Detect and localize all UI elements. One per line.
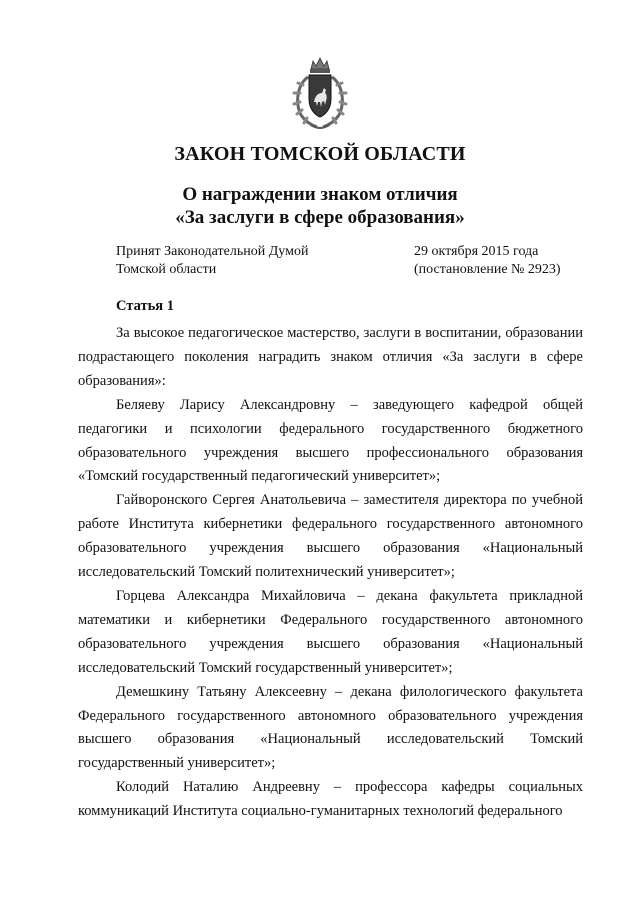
article-paragraph: Горцева Александра Михайловича – декана факультета прикладной математики и кибернетики Федерального государственного автономного образовательного учреждения высшего образования «Национальный исследовательский Томский государственный университет»;: [78, 587, 583, 676]
article-paragraph: Гайворонского Сергея Анатольевича – заместителя директора по учебной работе Института кибернетики федерального государственного автономного образовательного учреждения высшего образования «Национальный исследовательский Томский политехнический университет»;: [78, 492, 583, 581]
subtitle-line-2: «За заслуги в сфере образования»: [175, 207, 465, 228]
law-title: ЗАКОН ТОМСКОЙ ОБЛАСТИ: [174, 143, 466, 165]
adoption-date: 29 октября 2015 года: [414, 244, 539, 259]
adopted-by-line-2: Томской области: [116, 262, 217, 277]
coat-of-arms-icon: [291, 55, 349, 135]
article-paragraph: Беляеву Ларису Александровну – заведующего кафедрой общей педагогики и психологии федерального государственного бюджетного образовательного учреждения высшего профессионального образования «Томский государственный педагогический университет»;: [78, 396, 583, 485]
article-paragraph: Демешкину Татьяну Алексеевну – декана филологического факультета Федерального государственного автономного образовательного учреждения высшего образования «Национальный исследовательский Томский государственный университет»;: [78, 683, 583, 772]
law-subtitle: [0, 183, 640, 229]
article-body: [78, 322, 583, 824]
adoption-date-block: [414, 243, 561, 279]
adopted-by-line-1: Принят Законодательной Думой: [116, 244, 309, 259]
article-heading: Статья 1: [116, 298, 174, 314]
resolution-number: (постановление № 2923): [414, 262, 561, 277]
adoption-body: [116, 243, 308, 279]
article-paragraph: Колодий Наталию Андреевну – профессора кафедры социальных коммуникаций Института социально-гуманитарных технологий федерального: [78, 779, 583, 820]
article-paragraph: За высокое педагогическое мастерство, заслуги в воспитании, образовании подрастающего поколения наградить знаком отличия «За заслуги в сфере образования»:: [78, 325, 583, 389]
subtitle-line-1: О награждении знаком отличия: [182, 184, 458, 205]
